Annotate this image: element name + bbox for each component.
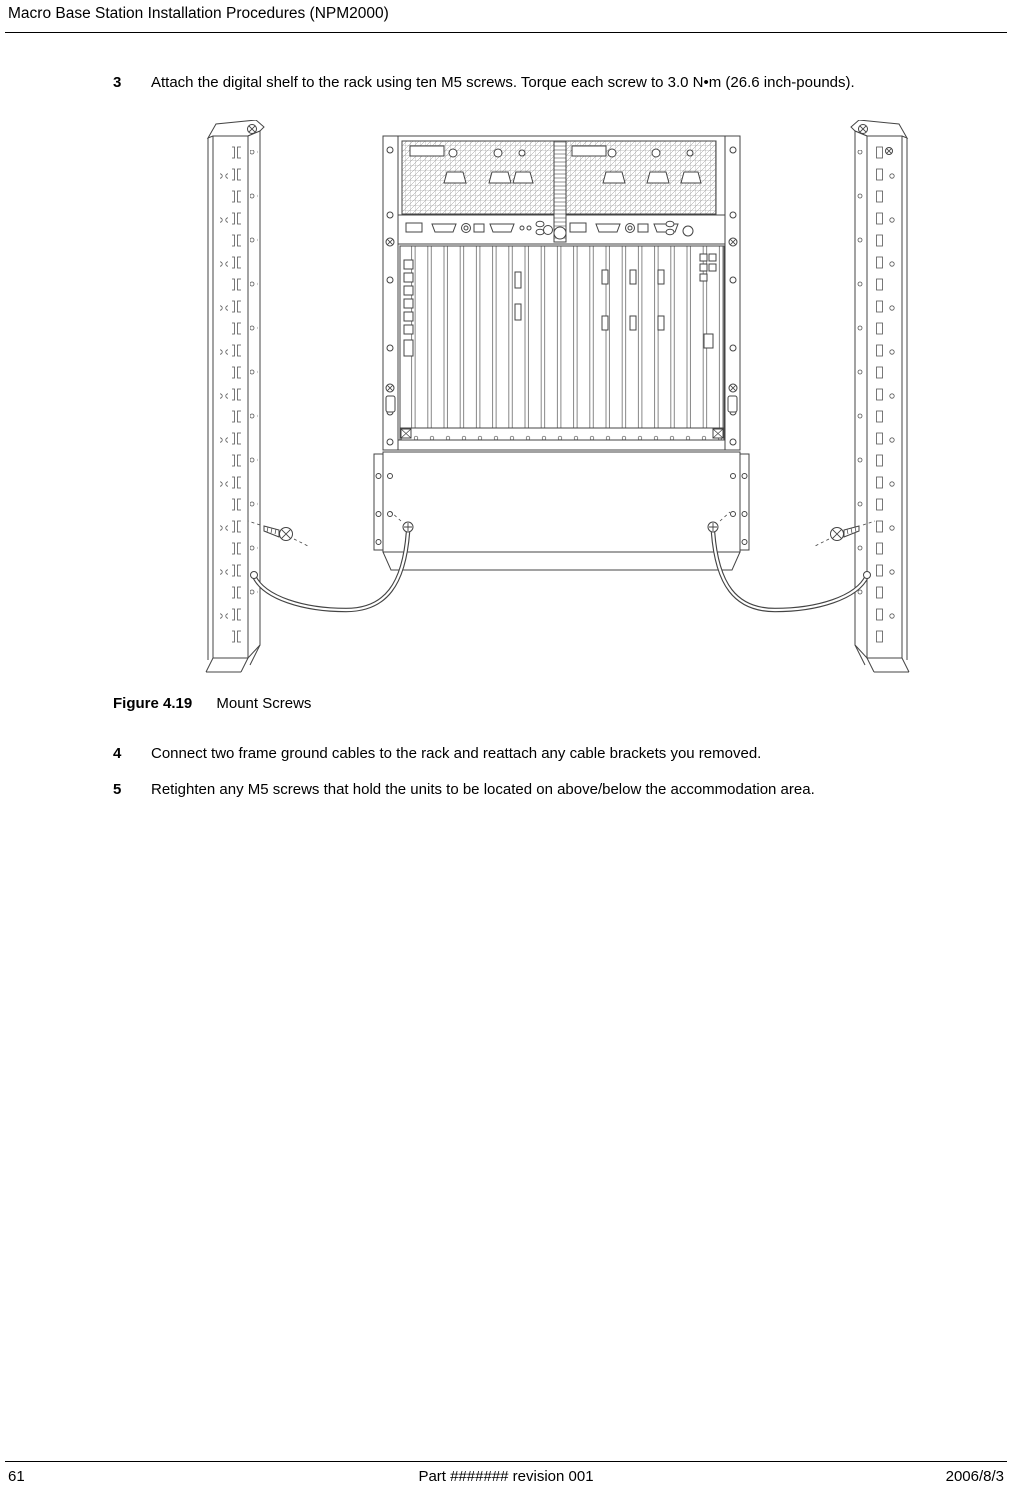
step-text: Connect two frame ground cables to the rack and reattach any cable brackets you removed. [151,744,762,762]
footer-row [0,1462,1012,1485]
header-rule [5,32,1007,33]
left-rack-rail [206,120,264,672]
figure-mount-screws [0,120,1012,712]
header-title: Macro Base Station Installation Procedures (NPM2000) [8,5,389,22]
step-number: 5 [113,781,122,799]
figure-label: Figure 4.19 [113,694,193,712]
page-header [0,0,1012,33]
figure-caption-row [113,695,1012,712]
page-footer [0,1461,1012,1485]
digital-shelf [383,136,740,450]
step-3 [113,73,966,94]
page-number: 61 [8,1468,25,1485]
step-number: 4 [113,744,122,762]
accommodation-panel [374,452,749,570]
figure-caption: Mount Screws [216,694,312,712]
part-revision: Part ####### revision 001 [418,1468,594,1485]
figure-drawing [200,120,925,675]
step-4 [113,744,966,765]
step-text: Attach the digital shelf to the rack using ten M5 screws. Torque each screw to 3.0 N•m (26.6 inch-pounds). [151,74,855,91]
document-date: 2006/8/3 [945,1468,1004,1485]
mount-screws-illustration [200,120,925,675]
document-body [0,73,1012,801]
step-5 [113,780,966,801]
step-text: Retighten any M5 screws that hold the units to be located on above/below the accommodation area. [151,781,815,799]
step-number: 3 [113,74,122,91]
